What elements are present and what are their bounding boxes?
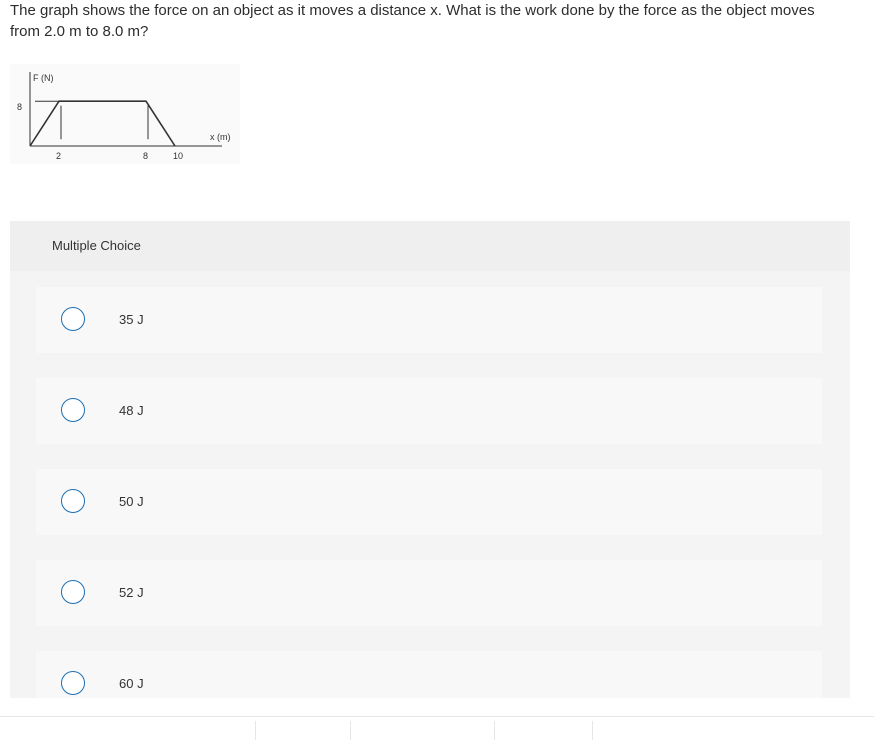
choice-label: 52 J: [119, 585, 144, 600]
radio-button[interactable]: [61, 580, 85, 604]
x-tick-label: 10: [173, 151, 184, 161]
choice-label: 60 J: [119, 676, 144, 691]
multiple-choice-header: [10, 221, 850, 271]
x-tick-label: 8: [143, 151, 149, 161]
x-tick-label: 2: [56, 151, 62, 161]
toolbar-divider: [255, 721, 256, 740]
choice-option-3[interactable]: [36, 469, 822, 535]
graph-svg: [10, 64, 240, 164]
question-text: The graph shows the force on an object as it moves a distance x. What is the work done by the force as the object moves from 2.0 m to 8.0 m?: [10, 2, 815, 40]
choice-label: 35 J: [119, 312, 144, 327]
toolbar-divider: [350, 721, 351, 740]
choice-option-2[interactable]: [36, 378, 822, 444]
multiple-choice-panel: [10, 221, 850, 698]
multiple-choice-title: Multiple Choice: [52, 238, 141, 253]
radio-button[interactable]: [61, 307, 85, 331]
y-tick-label: 8: [17, 102, 23, 112]
y-axis-label: F (N): [33, 73, 54, 83]
toolbar-divider: [592, 721, 593, 740]
radio-button[interactable]: [61, 489, 85, 513]
x-ticks: [56, 106, 183, 161]
force-series-line: [30, 101, 175, 146]
x-axis-label: x (m): [210, 132, 231, 142]
choice-label: 48 J: [119, 403, 144, 418]
force-distance-graph: [10, 64, 240, 164]
toolbar-divider: [494, 721, 495, 740]
choice-option-4[interactable]: [36, 560, 822, 626]
choice-option-5[interactable]: [36, 651, 822, 698]
bottom-toolbar: [0, 716, 874, 740]
choice-option-1[interactable]: [36, 287, 822, 353]
choice-label: 50 J: [119, 494, 144, 509]
radio-button[interactable]: [61, 398, 85, 422]
radio-button[interactable]: [61, 671, 85, 695]
data-line: [30, 101, 175, 146]
